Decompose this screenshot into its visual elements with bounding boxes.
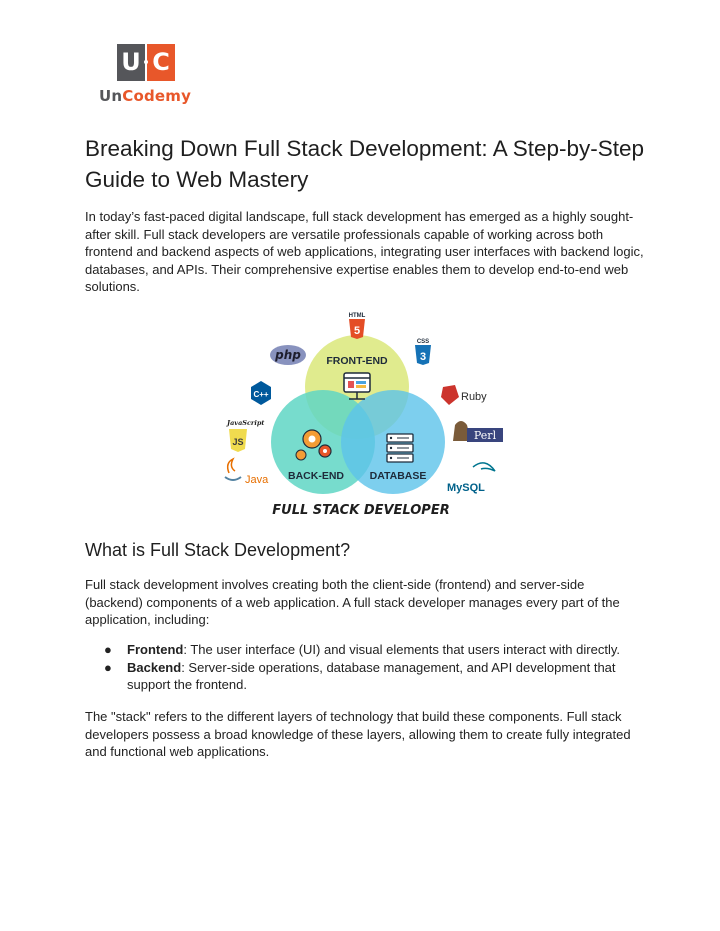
javascript-icon xyxy=(225,419,264,452)
bullet-text: : The user interface (UI) and visual elements that users interact with directly. xyxy=(183,642,620,657)
section-paragraph-2: The "stack" refers to the different layers of technology that build these components. Full stack developers possess a broad knowledge of these layers, allowing them to create fully integrated and functional web applications. xyxy=(85,709,631,760)
svg-text:MySQL: MySQL xyxy=(447,482,485,494)
html5-icon xyxy=(349,313,366,339)
svg-text:CSS: CSS xyxy=(416,339,430,345)
logo-wordmark-un: Un xyxy=(99,87,123,105)
bullet-term: Backend xyxy=(127,659,182,675)
logo-mark xyxy=(117,44,175,81)
full-stack-illustration xyxy=(215,307,515,522)
svg-text:HTML: HTML xyxy=(348,313,366,319)
svg-text:JS: JS xyxy=(232,437,244,447)
logo-block-c: C xyxy=(147,44,175,81)
logo-wordmark-codemy: Codemy xyxy=(122,87,192,105)
logo-block-u: U xyxy=(117,44,145,81)
svg-text:Ruby: Ruby xyxy=(461,391,487,403)
perl-icon xyxy=(453,421,503,442)
list-item xyxy=(85,641,645,659)
bullet-icon: ● xyxy=(104,659,112,675)
php-icon xyxy=(270,345,306,365)
svg-text:C++: C++ xyxy=(253,390,269,399)
page-title: Breaking Down Full Stack Development: A Step-by-Step Guide to Web Mastery xyxy=(85,136,645,192)
illustration-caption: FULL STACK DEVELOPER xyxy=(272,503,450,518)
java-icon xyxy=(225,459,269,486)
svg-text:php: php xyxy=(275,348,301,362)
section-heading: What is Full Stack Development? xyxy=(85,540,351,560)
cpp-icon xyxy=(251,381,271,405)
ruby-icon xyxy=(441,385,487,405)
svg-text:5: 5 xyxy=(353,325,361,337)
frontend-label: FRONT-END xyxy=(326,355,388,367)
section-paragraph-1: Full stack development involves creating both the client-side (frontend) and server-side (backend) components of a web application. A full stack developer manages every part of the application, including: xyxy=(85,577,620,628)
uncodemy-logo[interactable] xyxy=(99,44,199,106)
bullet-term: Frontend xyxy=(127,642,184,657)
backend-label: BACK-END xyxy=(288,470,344,482)
database-label: DATABASE xyxy=(369,470,427,482)
bullet-text: : Server-side operations, database management, and API development that support the frontend. xyxy=(127,659,616,693)
svg-text:Java: Java xyxy=(245,474,269,486)
logo-dot xyxy=(144,60,148,64)
mysql-icon xyxy=(447,463,495,494)
svg-text:Perl: Perl xyxy=(473,429,497,442)
svg-text:3: 3 xyxy=(419,351,427,363)
bullet-list xyxy=(85,641,645,694)
bullet-icon: ● xyxy=(104,642,112,657)
intro-paragraph: In today’s fast-paced digital landscape, full stack development has emerged as a highly sought-after skill. Full stack developers are versatile professionals capable of working across both frontend and backend aspects of web applications, integrating user interfaces with backend logic, databases, and APIs. Their comprehensive expertise enables them to develop end-to-end web solutions. xyxy=(85,209,644,295)
css3-icon xyxy=(415,339,431,365)
svg-text:JavaScript: JavaScript xyxy=(227,419,265,427)
list-item xyxy=(85,659,645,694)
server-icon xyxy=(387,434,413,462)
logo-wordmark xyxy=(99,87,191,105)
